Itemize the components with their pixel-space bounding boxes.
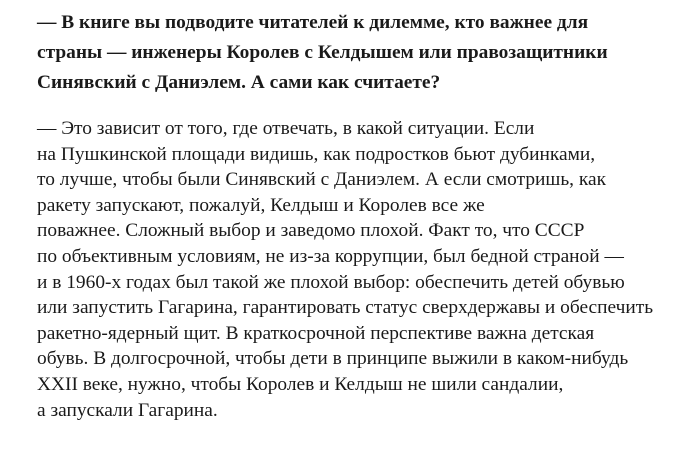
- article-body: [37, 8, 680, 421]
- answer-line: или запустить Гагарина, гарантировать статус сверхдержавы и обеспечить: [37, 297, 654, 319]
- interview-answer: [37, 116, 653, 423]
- question-line: страны — инженеры Королев с Келдышем или правозащитники: [37, 42, 608, 63]
- answer-line: XXII веке, нужно, чтобы Королев и Келдыш не шили сандалии,: [37, 373, 564, 395]
- interview-question: [37, 8, 680, 98]
- answer-line: — Это зависит от того, где отвечать, в какой ситуации. Если: [37, 118, 535, 139]
- answer-line: обувь. В долгосрочной, чтобы дети в принципе выжили в каком-нибудь: [37, 348, 629, 370]
- answer-line: то лучше, чтобы были Синявский с Даниэлем. А если смотришь, как: [37, 169, 607, 191]
- answer-line: по объективным условиям, не из-за коррупции, был бедной страной —: [37, 245, 624, 267]
- answer-line: а запускали Гагарина.: [37, 399, 218, 421]
- answer-line: поважнее. Сложный выбор и заведомо плохой. Факт то, что СССР: [37, 220, 585, 242]
- question-line: — В книге вы подводите читателей к дилемме, кто важнее для: [37, 12, 589, 33]
- answer-line: и в 1960-х годах был такой же плохой выбор: обеспечить детей обувью: [37, 271, 625, 293]
- answer-line: ракету запускают, пожалуй, Келдыш и Королев все же: [37, 194, 485, 216]
- answer-line: ракетно-ядерный щит. В краткосрочной перспективе важна детская: [37, 322, 595, 344]
- question-line: Синявский с Даниэлем. А сами как считаете?: [37, 72, 441, 93]
- answer-line: на Пушкинской площади видишь, как подростков бьют дубинками,: [37, 143, 596, 165]
